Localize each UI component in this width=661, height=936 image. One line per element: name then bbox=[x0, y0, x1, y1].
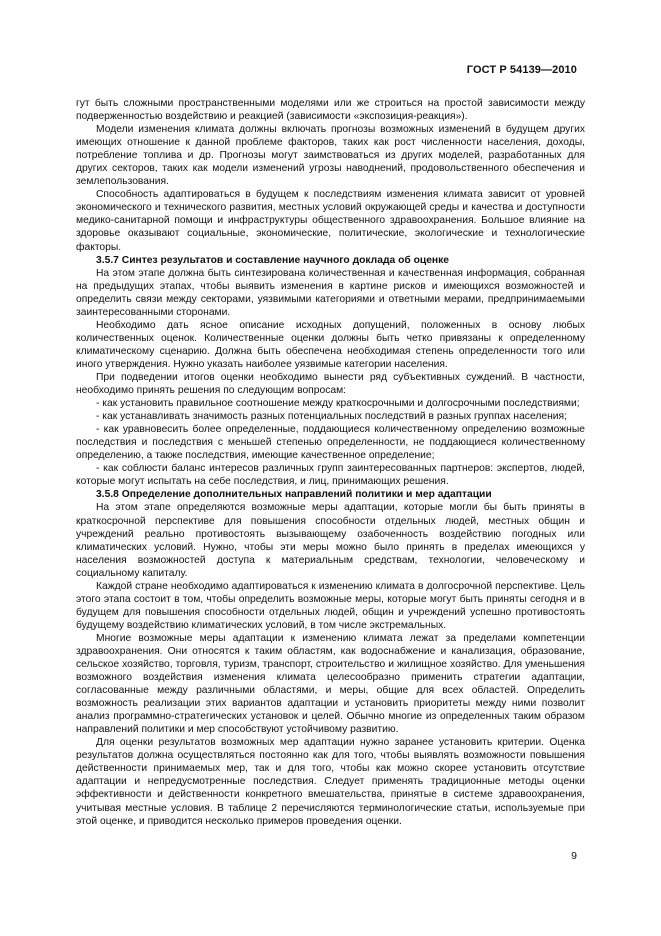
section-heading: 3.5.7 Синтез результатов и составление научного доклада об оценке bbox=[96, 254, 450, 266]
paragraph: При подведении итогов оценки необходимо вынести ряд субъективных суждений. В частности, необходимо принять решения по следующим вопросам: bbox=[76, 371, 585, 397]
paragraph: Способность адаптироваться в будущем к последствиям изменения климата зависит от уровней экономического и технического развития, местных условий окружающей среды и качества и доступности медико-санитарной помощи и инфраструктуры общественного здравоохранения. Большое влияние на здоровье оказывают социальные, экономические, политические, экологические и технологические факторы. bbox=[76, 189, 585, 253]
paragraph: На этом этапе должна быть синтезирована количественная и качественная информация, собранная на предыдущих этапах, чтобы выявить изменения в картине рисков и имеющихся возможностей и определить связи между секторами, уязвимыми категориями и ответными мерами, предпринимаемыми заинтересованными сторонами. bbox=[76, 267, 585, 318]
list-item: - как соблюсти баланс интересов различных групп заинтересованных партнеров: экспертов, людей, которые могут испытать на себе последствия, и лиц, принимающих решения. bbox=[76, 463, 585, 488]
list-item: - как уравновесить более определенные, поддающиеся количественному определению возможные последствия и последствия с меньшей степенью определенности, не поддающиеся количественному определению, а также последствия, имеющие качественное определение; bbox=[76, 424, 585, 462]
paragraph: Каждой стране необходимо адаптироваться к изменению климата в долгосрочной перспективе. Цель этого этапа состоит в том, чтобы определить возможные меры, которые могут быть приняты сегодня и в будущем для повышения способности отдельных людей, общин и учреждений успешно противостоять будущему воздействию климатических условий, в том числе экстремальных. bbox=[76, 580, 585, 631]
section-heading: 3.5.8 Определение дополнительных направлений политики и мер адаптации bbox=[96, 489, 492, 501]
list-item: - как установить правильное соотношение между краткосрочными и долгосрочными последствиями; bbox=[96, 398, 580, 410]
standard-header: ГОСТ Р 54139—2010 bbox=[466, 64, 577, 76]
document-body bbox=[76, 97, 585, 828]
paragraph: Необходимо дать ясное описание исходных допущений, положенных в основу любых количественных оценок. Количественные оценки должны быть четко привязаны к определенному климатическому сценарию. Должна быть обеспечена необходимая степень определенности того или иного утверждения. Нужно указать наиболее уязвимые категории населения. bbox=[76, 319, 585, 370]
paragraph: На этом этапе определяются возможные меры адаптации, которые могли бы быть приняты в краткосрочной перспективе для повышения способности отдельных людей, местных общин и учреждений реально противостоять вызывающему озабоченность воздействию погодных или климатических условий. Нужно, чтобы эти меры можно было принять в пределах имеющихся у населения возможностей доступа к материальным средствам, технологии, человеческому и социальному капиталу. bbox=[76, 502, 585, 579]
page-number: 9 bbox=[571, 850, 577, 862]
paragraph: Для оценки результатов возможных мер адаптации нужно заранее установить критерии. Оценка результатов должна осуществляться постоянно как для того, чтобы выявлять возможности повышения действенности принимаемых мер, так и для того, чтобы как можно скорее установить отсутствие адаптации и непредусмотренные последствия. Следует применять традиционные методы оценки эффективности и действенности конкретного вмешательства, принятые в системе здравоохранения, учитывая местные условия. В таблице 2 перечисляются терминологические статьи, используемые при этой оценке, и приводится несколько примеров проведения оценки. bbox=[76, 737, 585, 827]
paragraph: Многие возможные меры адаптации к изменению климата лежат за пределами компетенции здравоохранения. Они относятся к таким областям, как водоснабжение и канализация, образование, сельское хозяйство, торговля, туризм, транспорт, строительство и жилищное хозяйство. Для уменьшения возможного воздействия изменения климата целесообразно применить стратегии адаптации, согласованные между различными областями, и меры, общие для всех областей. Определить возможность реализации этих вариантов адаптации и установить приоритеты между ними позволит анализ программно-стратегических установок и целей. Обычно многие из определенных таким образом направлений политики и мер способствуют устойчивому развитию. bbox=[76, 632, 585, 736]
paragraph: Модели изменения климата должны включать прогнозы возможных изменений в будущем других имеющих отношение к данной проблеме факторов, таких как рост численности населения, доходы, потребление топлива и др. Прогнозы могут заимствоваться из других моделей, разработанных для других секторов, таких как модели изменений угрозы наводнений, продовольственного обеспечения и землепользования. bbox=[76, 124, 585, 188]
paragraph: гут быть сложными пространственными моделями или же строиться на простой зависимости между подверженностью воздействию и реакцией (зависимости «экспозиция-реакция»). bbox=[76, 98, 585, 123]
list-item: - как устанавливать значимость разных потенциальных последствий в разных группах населения; bbox=[96, 411, 567, 423]
